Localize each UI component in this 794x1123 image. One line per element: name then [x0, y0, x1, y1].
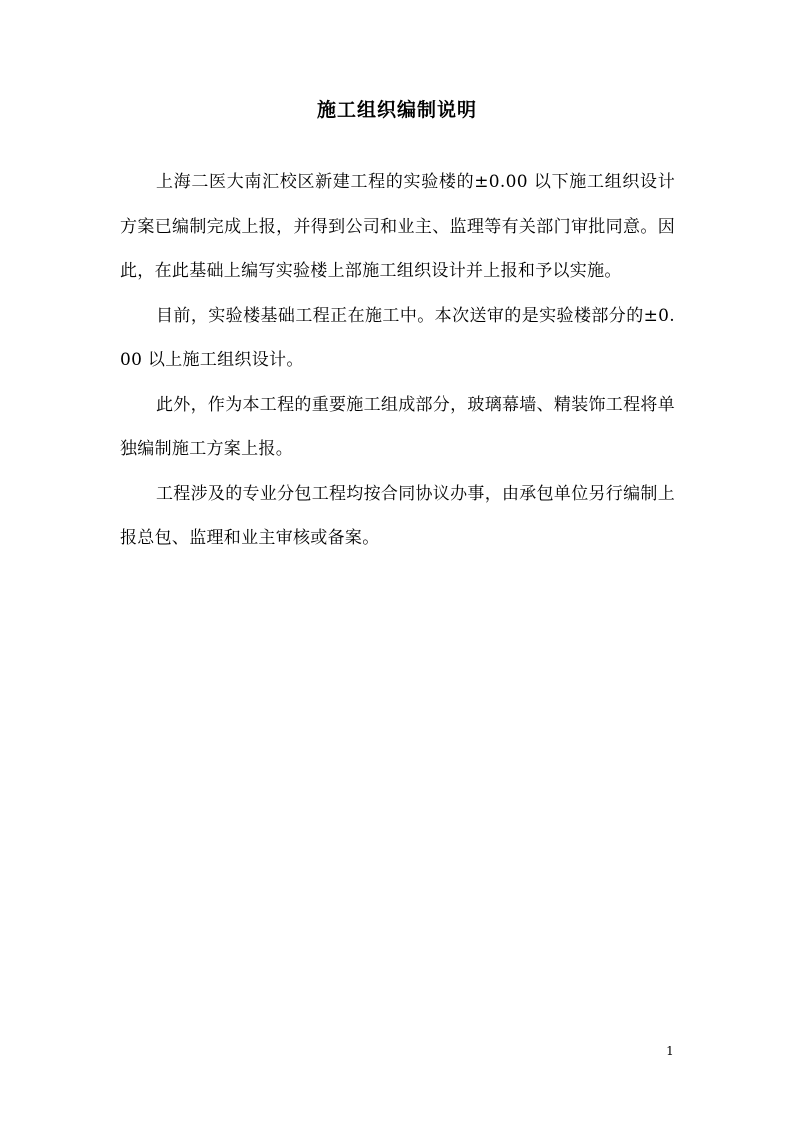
document-title: 施工组织编制说明	[316, 99, 477, 121]
paragraph-scope: 上海二医大南汇校区新建工程的实验楼的±0.00 以下施工组织设计方案已编制完成上报，并得到公司和业主、监理等有关部门审批同意。因此，在此基础上编写实验楼上部施工组织设计并上报和予以实施。	[120, 172, 675, 281]
page-number: 1	[666, 1044, 674, 1058]
document-body	[120, 160, 675, 561]
paragraph-subcontract: 工程涉及的专业分包工程均按合同协议办事，由承包单位另行编制上报总包、监理和业主审核或备案。	[120, 483, 675, 548]
paragraph-current-status: 目前，实验楼基础工程正在施工中。本次送审的是实验楼部分的±0.00 以上施工组织设计。	[120, 305, 675, 370]
paragraph-separate-plans: 此外，作为本工程的重要施工组成部分，玻璃幕墙、精装饰工程将单独编制施工方案上报。	[120, 394, 675, 459]
